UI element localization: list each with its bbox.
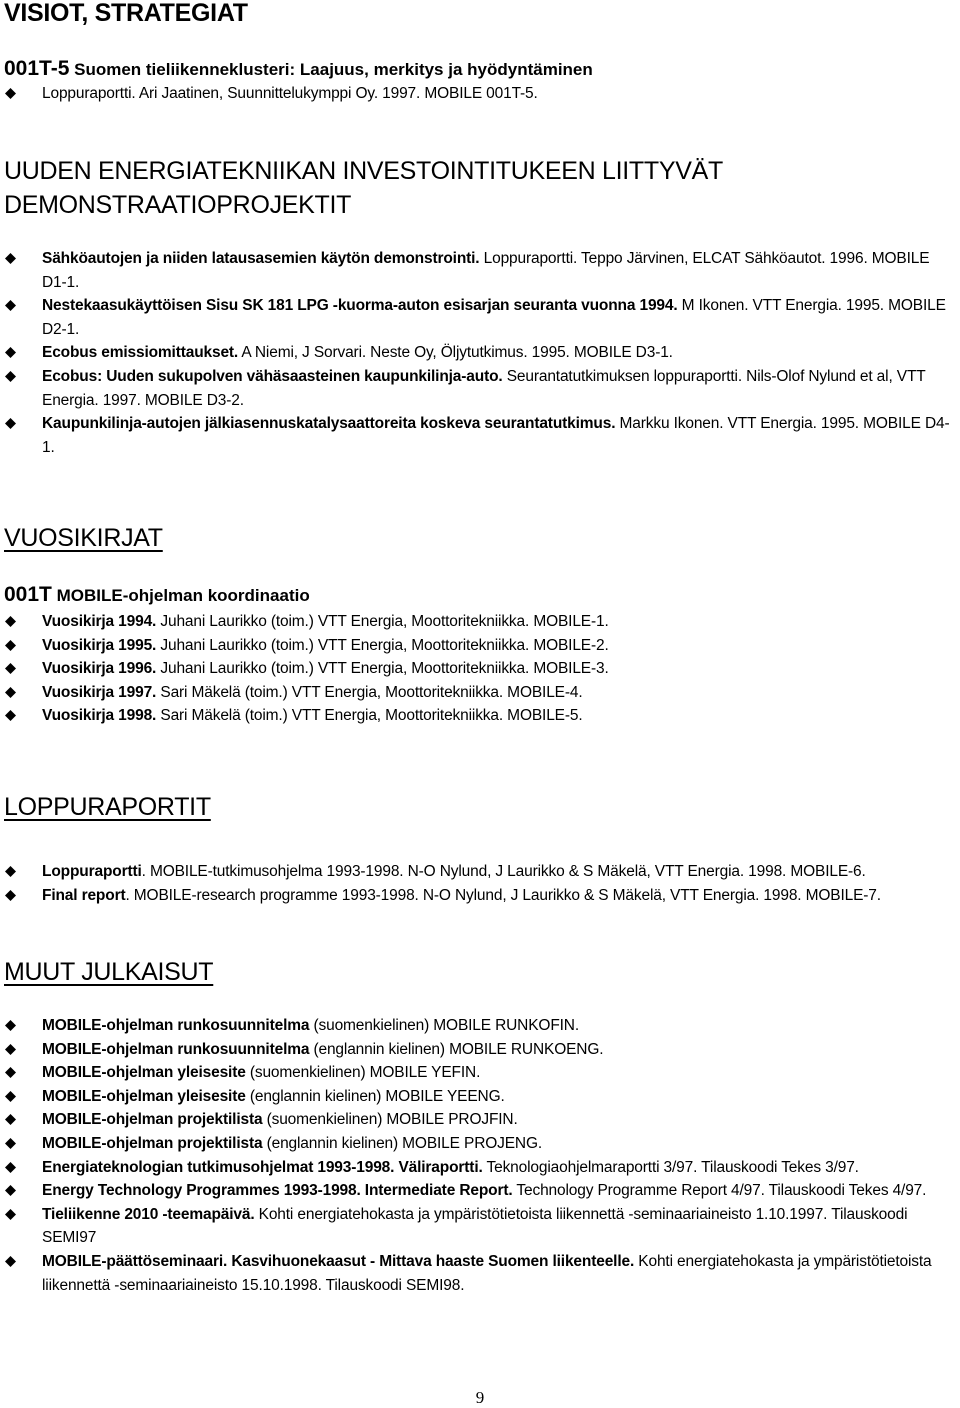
item-title: MOBILE-päättöseminaari. Kasvihuonekaasut - Mittava haaste Suomen liikenteelle.	[42, 1252, 635, 1270]
diamond-bullet-icon	[5, 1020, 16, 1031]
item-title: Energy Technology Programmes 1993-1998. Intermediate Report.	[42, 1182, 513, 1200]
diamond-bullet-icon	[5, 1209, 16, 1220]
list-item	[0, 634, 960, 658]
list-item	[0, 610, 960, 634]
list-item	[0, 1108, 960, 1132]
item-details: (suomenkielinen) MOBILE YEFIN.	[245, 1064, 481, 1082]
diamond-bullet-icon	[5, 418, 16, 429]
list-item	[0, 412, 960, 459]
project-title: MOBILE-ohjelman koordinaatio	[51, 586, 310, 605]
item-details: Sari Mäkelä (toim.) VTT Energia, Moottoritekniikka. MOBILE-4.	[156, 683, 583, 701]
item-details: (englannin kielinen) MOBILE YEENG.	[245, 1087, 505, 1105]
list-item	[0, 247, 960, 294]
item-title: Kaupunkilinja-autojen jälkiasennuskatalysaattoreita koskeva seurantatutkimus.	[42, 415, 616, 433]
list-item	[0, 1203, 960, 1250]
item-title: Vuosikirja 1995.	[42, 636, 157, 654]
item-details: Loppuraportti. Ari Jaatinen, Suunnittelukymppi Oy. 1997. MOBILE 001T-5.	[42, 85, 538, 102]
list-item	[0, 1156, 960, 1180]
list-item	[0, 1038, 960, 1062]
list-item	[0, 341, 960, 365]
item-details: Markku Ikonen. VTT Energia. 1995. MOBILE D4-1.	[42, 415, 950, 456]
diamond-bullet-icon	[5, 866, 16, 877]
item-details: (englannin kielinen) MOBILE PROJENG.	[262, 1134, 543, 1152]
page-number: 9	[475, 1388, 485, 1407]
list-item	[0, 1132, 960, 1156]
item-details: Seurantatutkimuksen loppuraportti. Nils-Olof Nylund et al, VTT Energia. 1997. MOBILE D3-2.	[42, 367, 926, 409]
diamond-bullet-icon	[5, 1091, 16, 1102]
item-details: Kohti energiatehokasta ja ympäristötietoista liikennettä -seminaariaineisto 1.10.1997. Tilauskoodi SEMI97	[42, 1205, 908, 1247]
item-details: Juhani Laurikko (toim.) VTT Energia, Moottoritekniikka. MOBILE-1.	[156, 613, 609, 630]
item-title: Vuosikirja 1994.	[42, 613, 157, 630]
diamond-bullet-icon	[5, 371, 16, 382]
list-muut-julkaisut	[0, 1014, 960, 1297]
diamond-bullet-icon	[5, 1185, 16, 1196]
diamond-bullet-icon	[5, 890, 16, 901]
item-details: Kohti energiatehokasta ja ympäristötietoista liikennettä -seminaariaineisto 15.10.1998. Tilauskoodi SEMI98.	[42, 1252, 932, 1294]
project-code: 001T-5	[4, 57, 70, 80]
item-title: MOBILE-ohjelman yleisesite	[42, 1087, 246, 1105]
item-title: Vuosikirja 1998.	[42, 707, 157, 725]
list-loppuraportit	[0, 860, 960, 907]
list-item	[0, 365, 960, 412]
item-title: MOBILE-ohjelman yleisesite	[42, 1064, 246, 1082]
item-title: Nestekaasukäyttöisen Sisu SK 181 LPG -kuorma-auton esisarjan seuranta vuonna 1994.	[42, 297, 678, 315]
diamond-bullet-icon	[5, 347, 16, 358]
diamond-bullet-icon	[5, 1067, 16, 1078]
item-details: . MOBILE-tutkimusohjelma 1993-1998. N-O Nylund, J Laurikko & S Mäkelä, VTT Energia. 1998. MOBILE-6.	[141, 863, 866, 880]
project-code: 001T	[4, 583, 52, 606]
list-item	[0, 681, 960, 705]
item-details: Juhani Laurikko (toim.) VTT Energia, Moottoritekniikka. MOBILE-2.	[156, 636, 609, 654]
list-visiot	[0, 82, 960, 106]
item-title: MOBILE-ohjelman runkosuunnitelma	[42, 1040, 310, 1058]
list-item	[0, 860, 960, 884]
item-details: Sari Mäkelä (toim.) VTT Energia, Moottoritekniikka. MOBILE-5.	[156, 707, 583, 725]
item-details: Technology Programme Report 4/97. Tilauskoodi Tekes 4/97.	[512, 1182, 927, 1200]
item-details: Teknologiaohjelmaraportti 3/97. Tilauskoodi Tekes 3/97.	[482, 1158, 859, 1176]
item-title: MOBILE-ohjelman runkosuunnitelma	[42, 1017, 310, 1034]
item-title: Tieliikenne 2010 -teemapäivä.	[42, 1205, 255, 1223]
diamond-bullet-icon	[5, 710, 16, 721]
diamond-bullet-icon	[5, 1162, 16, 1173]
item-details: (suomenkielinen) MOBILE PROJFIN.	[262, 1111, 518, 1129]
list-item	[0, 704, 960, 728]
heading-demo-line1: UUDEN ENERGIATEKNIIKAN INVESTOINTITUKEEN LIITTYVÄT	[4, 157, 723, 185]
item-title: Energiateknologian tutkimusohjelmat 1993-1998. Väliraportti.	[42, 1158, 483, 1176]
list-item	[0, 294, 960, 341]
heading-muut-julkaisut: MUUT JULKAISUT	[4, 958, 214, 986]
project-title: Suomen tieliikenneklusteri: Laajuus, merkitys ja hyödyntäminen	[69, 60, 593, 79]
diamond-bullet-icon	[5, 616, 16, 627]
item-title: Ecobus: Uuden sukupolven vähäsaasteinen kaupunkilinja-auto.	[42, 367, 503, 385]
item-details: A Niemi, J Sorvari. Neste Oy, Öljytutkimus. 1995. MOBILE D3-1.	[238, 344, 673, 362]
project-code-line-001t	[4, 584, 310, 607]
list-item	[0, 1085, 960, 1109]
project-code-line-001t5	[4, 58, 593, 81]
list-item	[0, 657, 960, 681]
diamond-bullet-icon	[5, 1044, 16, 1055]
list-item	[0, 1250, 960, 1297]
item-title: Vuosikirja 1996.	[42, 660, 157, 678]
item-title: Vuosikirja 1997.	[42, 683, 157, 701]
item-title: Final report	[42, 886, 126, 904]
diamond-bullet-icon	[5, 663, 16, 674]
diamond-bullet-icon	[5, 687, 16, 698]
item-title: MOBILE-ohjelman projektilista	[42, 1111, 263, 1129]
item-title: MOBILE-ohjelman projektilista	[42, 1134, 263, 1152]
diamond-bullet-icon	[5, 640, 16, 651]
list-item	[0, 1061, 960, 1085]
heading-demo-line2: DEMONSTRAATIOPROJEKTIT	[4, 191, 352, 219]
list-demo	[0, 247, 960, 459]
item-details: Juhani Laurikko (toim.) VTT Energia, Moottoritekniikka. MOBILE-3.	[156, 660, 609, 678]
diamond-bullet-icon	[5, 1256, 16, 1267]
item-details: (suomenkielinen) MOBILE RUNKOFIN.	[309, 1017, 579, 1034]
diamond-bullet-icon	[5, 88, 16, 99]
item-details: M Ikonen. VTT Energia. 1995. MOBILE D2-1.	[42, 297, 946, 338]
list-item	[0, 1179, 960, 1203]
item-details: (englannin kielinen) MOBILE RUNKOENG.	[309, 1040, 604, 1058]
item-title: Ecobus emissiomittaukset.	[42, 344, 239, 362]
item-title: Loppuraportti	[42, 863, 142, 880]
diamond-bullet-icon	[5, 300, 16, 311]
item-details: . MOBILE-research programme 1993-1998. N-O Nylund, J Laurikko & S Mäkelä, VTT Energia. 1998. MOBILE-7.	[125, 886, 881, 904]
diamond-bullet-icon	[5, 253, 16, 264]
heading-loppuraportit: LOPPURAPORTIT	[4, 793, 211, 821]
item-title: Sähköautojen ja niiden latausasemien käytön demonstrointi.	[42, 250, 480, 267]
list-item	[0, 82, 960, 106]
list-item	[0, 1014, 960, 1038]
diamond-bullet-icon	[5, 1114, 16, 1125]
heading-visiot: VISIOT, STRATEGIAT	[4, 0, 248, 27]
list-vuosikirjat	[0, 610, 960, 728]
diamond-bullet-icon	[5, 1138, 16, 1149]
list-item	[0, 884, 960, 908]
heading-vuosikirjat: VUOSIKIRJAT	[4, 524, 163, 552]
item-details: Loppuraportti. Teppo Järvinen, ELCAT Sähköautot. 1996. MOBILE D1-1.	[42, 250, 930, 291]
